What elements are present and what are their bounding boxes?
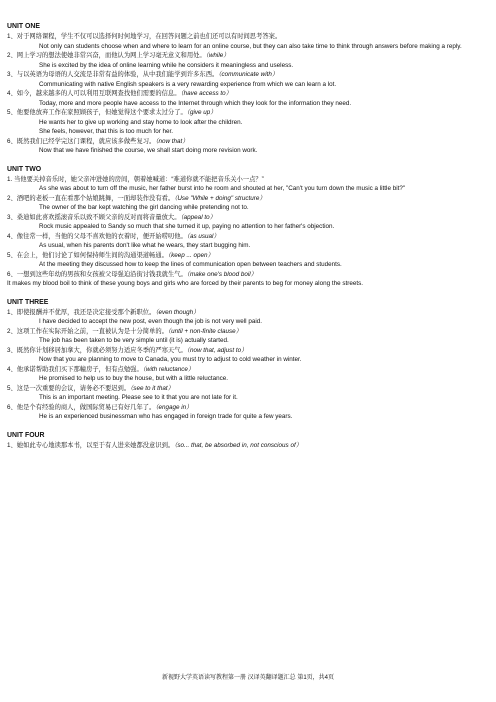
question: 6、一想到这些年幼的男孩和女孩被父母强迫沿街讨钱我就生气。（make one's blood boil） (7, 270, 257, 278)
answer: I have decided to accept the new post, even though the job is not very well paid. (39, 318, 262, 325)
question: 1、她如此专心地读那本书，以至于有人进来她都没意识到。（so... that, be absorbed in, not conscious of） (7, 441, 302, 449)
unit-title: UNIT TWO (7, 165, 42, 173)
answer: The job has been taken to be very simple until (it is) actually started. (39, 337, 229, 344)
question: 2、网上学习的想法使她非常兴奋，而他认为网上学习毫无意义和用处。（while） (7, 52, 230, 59)
question: 3、桑迪如此喜欢摇滚音乐以致不顾父亲的反对而将音量放大。（appeal to） (7, 213, 216, 221)
hint: （engage in） (155, 403, 193, 411)
question: 1、对于网络课程，学生不仅可以选择何时何地学习，在回答问题之前也们还可以有时间思考答案。 (7, 33, 282, 40)
answer: Today, more and more people have access to the Internet through which they look for the information they need. (39, 99, 352, 107)
question: 3、与以英语为母语的人交流是非常有益的体验，从中我们能学到许多东西。（communicate with） (7, 71, 279, 78)
hint: （with reluctance） (142, 365, 195, 373)
question: 4、像往常一样，当他的父母不喜欢他的衣着时，便开始唠叨他。（as usual） (7, 232, 220, 240)
hint: （until + non-finite clause） (167, 327, 242, 335)
hint: （have access to） (180, 90, 232, 97)
hint: （appeal to） (180, 213, 216, 221)
hint: （give up） (186, 109, 217, 116)
hint: （while） (205, 52, 230, 59)
question: 1. 当他要关掉音乐时，她父亲冲进她的房间，朝着她喊道：“难道你就不能把音乐关小一点？” (7, 175, 264, 183)
question: 5、他要他放弃工作在家照顾孩子，但她觉得这个要求太过分了。（give up） (7, 109, 217, 116)
unit-four (7, 431, 476, 451)
question: 4、如今，越来越多的人可以利用互联网查找他们需要的信息。（have access to） (7, 90, 232, 97)
hint: （now that, adjust to） (186, 346, 248, 354)
question: 6、他是个有经验的商人，做国际贸易已有好几年了。（engage in） (7, 403, 193, 411)
question: 5、这是一次重要的会议，请务必不要迟到。（see to it that） (7, 384, 174, 392)
unit-one (7, 22, 476, 156)
answer: This is an important meeting. Please see to it that you are not late for it. (39, 394, 238, 401)
question: 3、既然你计划移居加拿大，你就必须努力适应冬季的严寒天气。（now that, adjust to） (7, 346, 248, 354)
question: 2、酒吧的老板一直在看那个姑娘跳舞，一面却装作没有看。（Use "While + doing" structure） (7, 194, 266, 202)
unit-two (7, 165, 476, 289)
unit-title: UNIT ONE (7, 23, 40, 30)
question: 4、他承诺帮助我们买下那幢房子，但有点勉强。（with reluctance） (7, 365, 195, 373)
answer: The owner of the bar kept watching the girl dancing while pretending not to. (39, 204, 249, 211)
question: 2、这项工作在实际开始之前，一直被认为是十分简单的。（until + non-finite clause） (7, 327, 242, 335)
hint: （make one's blood boil） (186, 270, 257, 278)
question: 1、即使报酬并不优厚，我还是决定接受那个新职位。（even though） (7, 308, 200, 316)
answer: Now that you are planning to move to Canada, you must try to adjust to cold weather in winter. (39, 356, 302, 363)
answer: Rock music appealed to Sandy so much that she turned it up, paying no attention to her father's objection. (39, 223, 335, 230)
hint: （now that） (155, 137, 189, 145)
answer: She is excited by the idea of online learning while he considers it meaningless and useless. (39, 61, 294, 69)
answer: Now that we have finished the course, we shall start doing more revision work. (39, 147, 258, 154)
answer: As she was about to turn off the music, her father burst into he room and shouted at her, "Can't you turn down the music a little bit?" (39, 185, 406, 192)
hint: （see to it that） (130, 384, 174, 392)
page-footer: 新视野大学英语读写教程第一册 汉译英翻译题汇总 第1页，共4页 (161, 675, 334, 681)
unit-three (7, 298, 476, 422)
hint: （communicate with） (218, 71, 279, 78)
hint: （keep ... open） (167, 251, 214, 259)
hint: （as usual） (186, 232, 220, 240)
answer: She feels, however, that this is too much for her. (39, 128, 174, 135)
answer: Not only can students choose when and where to learn for an online course, but they can also take time to think through answers before making a reply. (39, 42, 462, 50)
answer: He promised to help us to buy the house, but with a little reluctance. (39, 375, 229, 382)
hint: （so... that, be absorbed in, not conscious of） (174, 441, 302, 449)
hint: （Use "While + doing" structure） (174, 194, 266, 202)
unit-title: UNIT THREE (7, 298, 49, 306)
unit-title: UNIT FOUR (7, 431, 45, 439)
answer: He is an experienced businessman who has engaged in foreign trade for quite a few years. (39, 413, 293, 420)
hint: （even though） (155, 308, 200, 316)
answer: At the meeting they discussed how to keep the lines of communication open between teachers and students. (39, 261, 342, 268)
question: 6、既然我们已经学完这门课程，就应该多做些复习。（now that） (7, 137, 189, 145)
answer: Communicating with native English speakers is a very rewarding experience from which we can learn a lot. (39, 80, 337, 88)
answer: As usual, when his parents don't like what he wears, they start bugging him. (39, 242, 251, 249)
answer: He wants her to give up working and stay home to look after the children. (39, 118, 243, 126)
answer-note: It makes my blood boil to think of these young boys and girls who are forced by their parents to beg for money along the streets. (7, 280, 363, 287)
question: 5、在会上，他们讨论了如何保持师生间的沟通渠道畅通。（keep ... open） (7, 251, 214, 259)
